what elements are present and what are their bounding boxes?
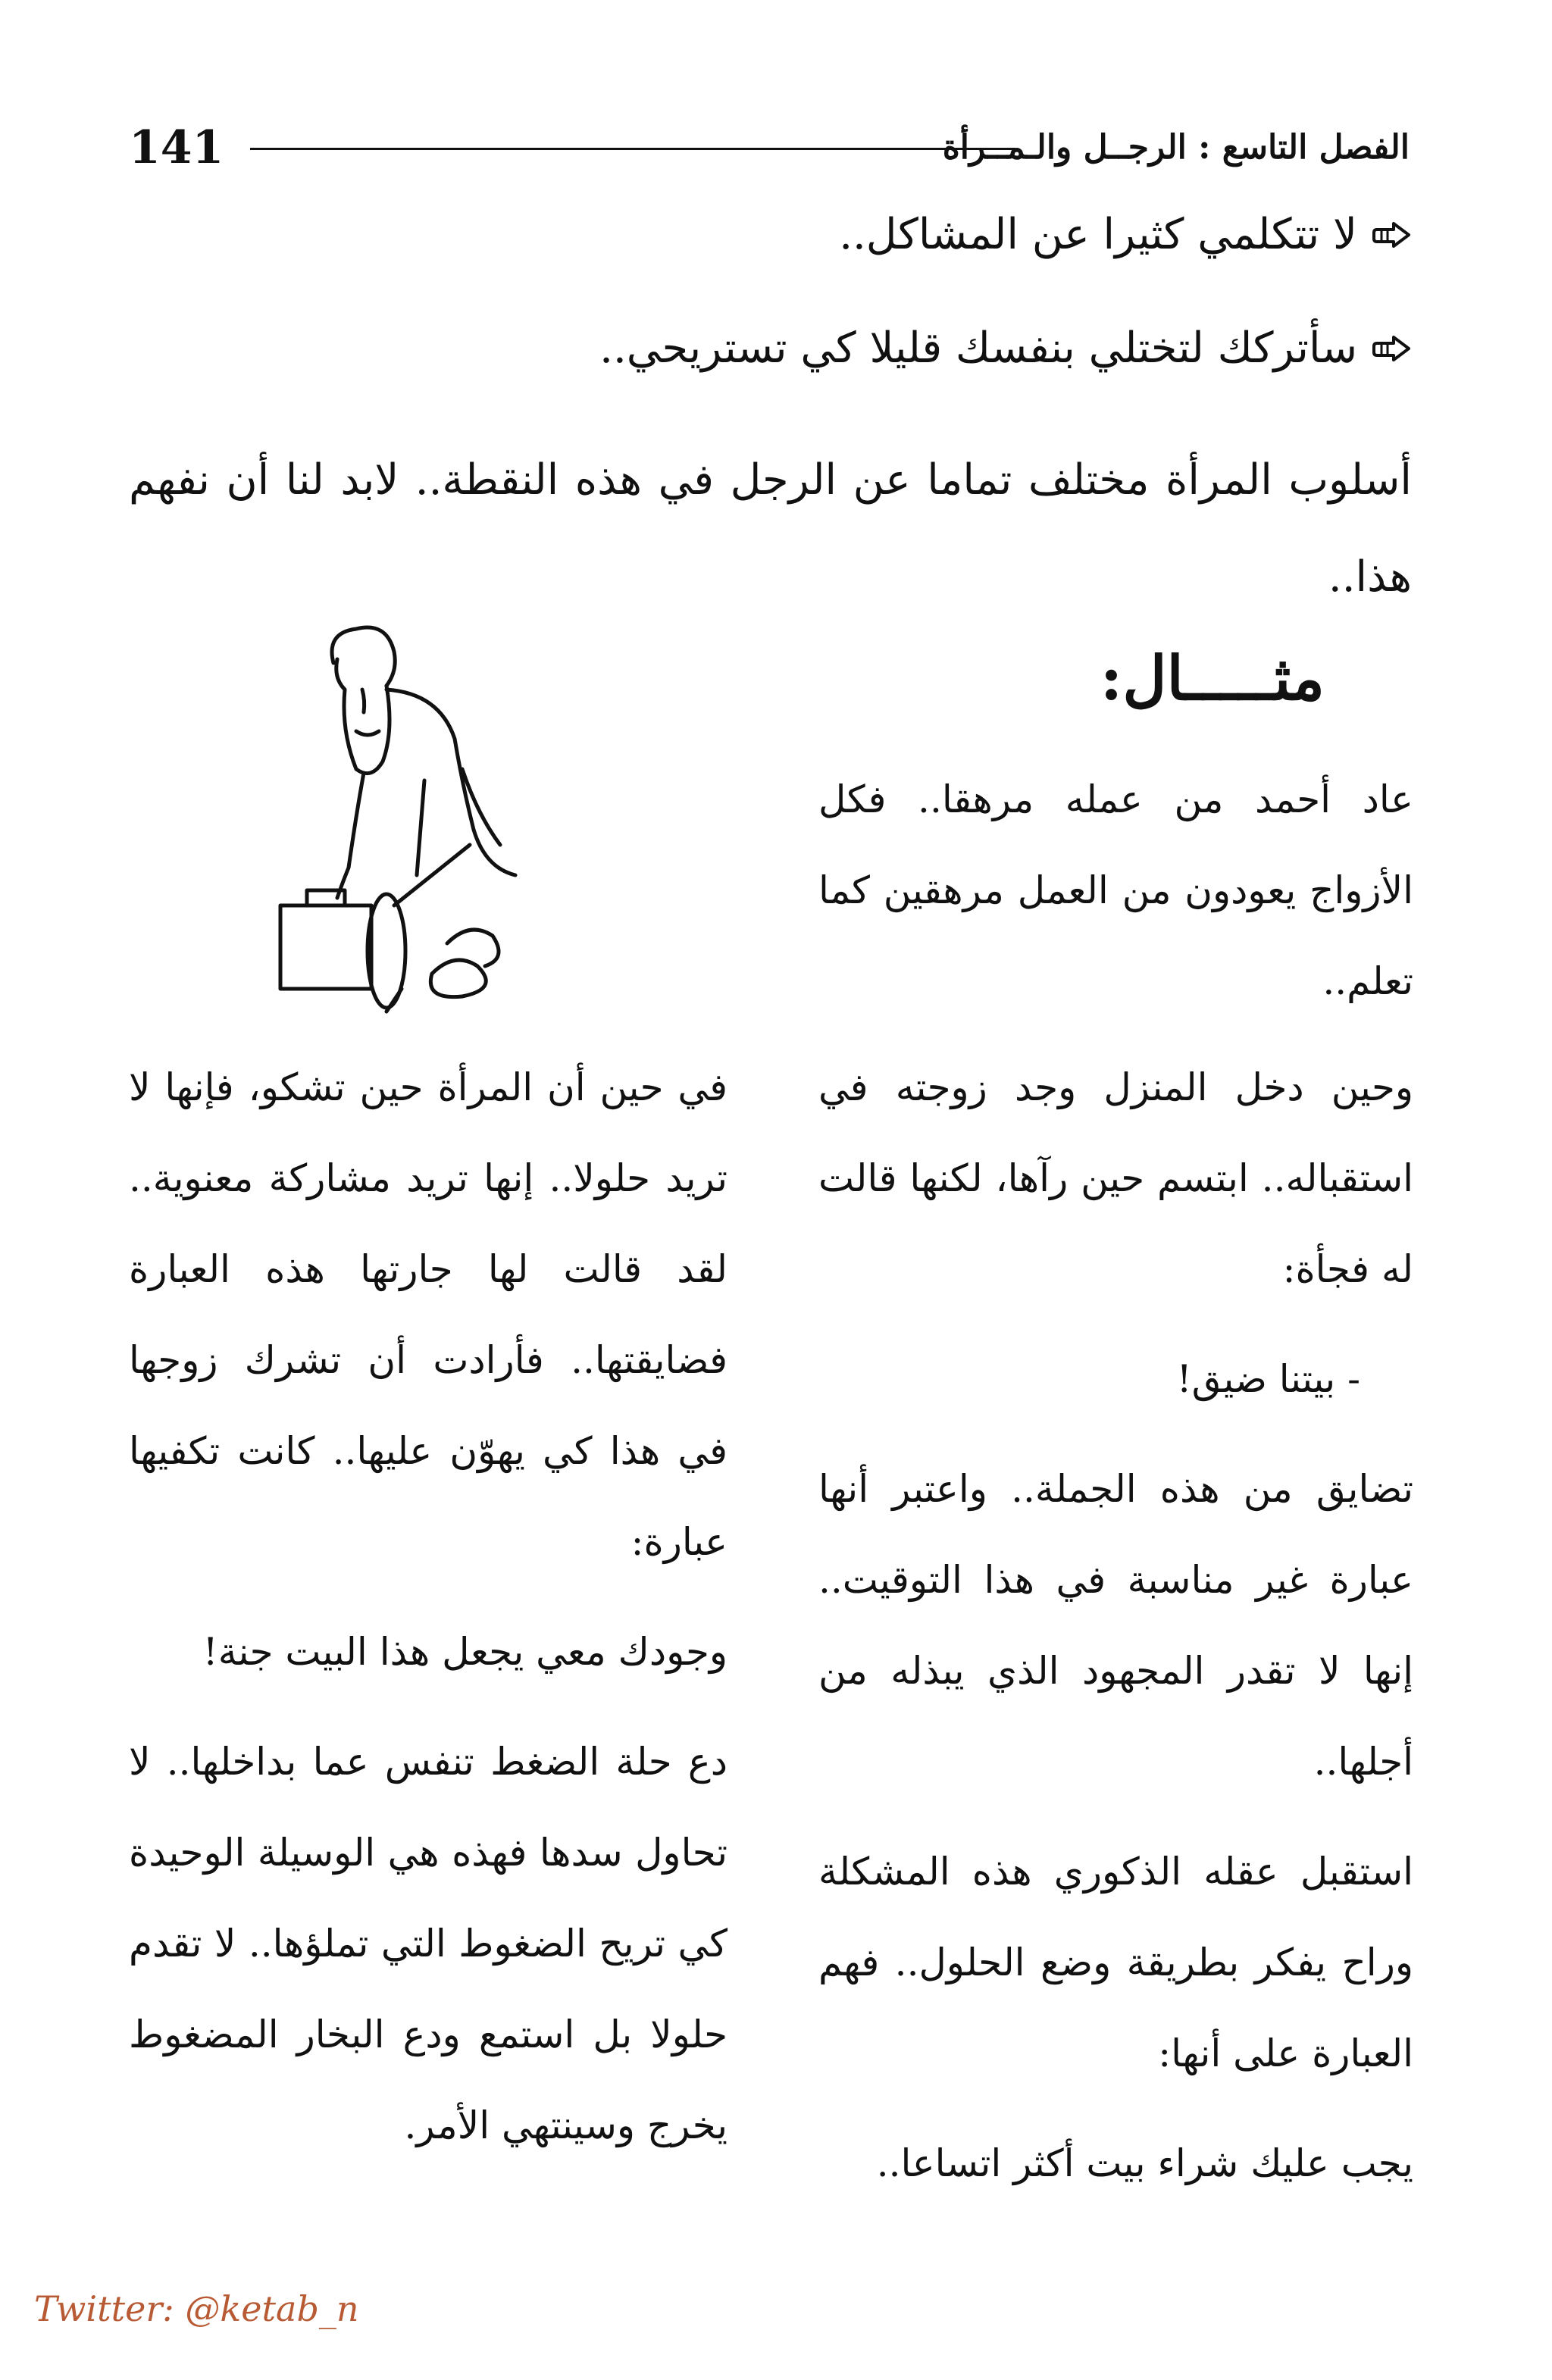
story-paragraph: عاد أحمد من عمله مرهقا.. فكل الأزواج يعودون من العمل مرهقين كما تعلم.. [818, 777, 1413, 1003]
right-column [818, 1042, 1413, 2228]
right-column-top [818, 754, 1413, 1046]
story-paragraph: يجب عليك شراء بيت أكثر اتساعا.. [876, 2141, 1413, 2185]
bullet-item [599, 311, 1412, 386]
story-paragraph: تضايق من هذه الجملة.. واعتبر أنها عبارة غير مناسبة في هذا التوقيت.. إنها لا تقدر المجهود الذي يبذله من أجلها.. [818, 1467, 1413, 1784]
pointing-hand-icon [1371, 214, 1412, 255]
story-paragraph: وحين دخل المنزل وجد زوجته في استقباله.. ابتسم حين رآها، لكنها قالت له فجأة: [818, 1065, 1413, 1291]
story-paragraph: وجودك معي يجعل هذا البيت جنة! [202, 1630, 728, 1674]
bullet-text: سأتركك لتختلي بنفسك قليلا كي تستريحي.. [599, 324, 1357, 373]
page-number: 141 [129, 121, 224, 174]
header-rule [250, 148, 1015, 150]
story-paragraph: استقبل عقله الذكوري هذه المشكلة وراح يفكر بطريقة وضع الحلول.. فهم العبارة على أنها: [818, 1850, 1413, 2075]
page-header [129, 117, 1410, 178]
pointing-hand-icon [1371, 328, 1412, 369]
bullet-text: لا تتكلمي كثيرا عن المشاكل.. [839, 210, 1357, 259]
story-paragraph: دع حلة الضغط تنفس عما بداخلها.. لا تحاول سدها فهذه هي الوسيلة الوحيدة كي تريح الضغوط التي تملؤها.. لا تقدم حلولا بل استمع ودع البخار المضغوط يخرج وسينتهي الأمر. [129, 1740, 728, 2147]
left-column [129, 1042, 728, 2190]
running-title: الفصل التاسع : الرجــل والـمــرأة [942, 128, 1410, 167]
watermark: Twitter: @ketab_n [34, 2288, 359, 2329]
intro-paragraph: أسلوب المرأة مختلف تماما عن الرجل في هذه النقطة.. لابد لنا أن نفهم هذا.. [129, 455, 1412, 602]
wife-quote: - بيتنا ضيق! [1176, 1357, 1360, 1401]
tired-man-with-briefcase-illustration [273, 618, 538, 1019]
bullet-item [839, 197, 1412, 273]
example-heading: مثـــــال: [1100, 643, 1325, 714]
story-paragraph: في حين أن المرأة حين تشكو، فإنها لا تريد حلولا.. إنها تريد مشاركة معنوية.. لقد قالت لها جارتها هذه العبارة فضايقتها.. فأرادت أن تشرك زوجها في هذا كي يهوّن عليها.. كانت تكفيها عبارة: [129, 1065, 728, 1564]
